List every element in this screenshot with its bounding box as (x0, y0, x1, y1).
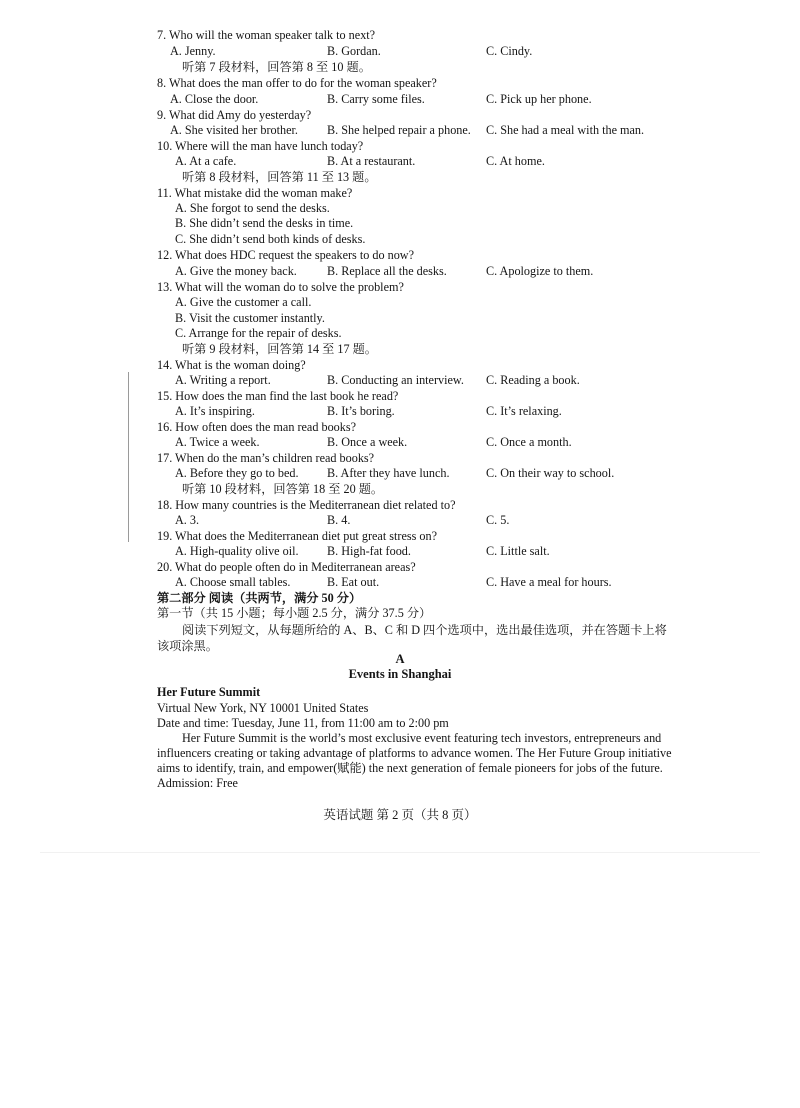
question-18-stem: 18. How many countries is the Mediterranean diet related to? (157, 498, 456, 512)
option-a: A. Close the door. (170, 92, 259, 106)
passage-title: Events in Shanghai (348, 667, 452, 681)
question-18-options (0, 512, 800, 528)
option-a: A. Choose small tables. (175, 575, 291, 589)
question-7-options (0, 43, 800, 59)
option-c: C. Little salt. (486, 544, 550, 558)
question-14-stem: 14. What is the woman doing? (157, 358, 306, 372)
passage-letter: A (395, 652, 405, 666)
option-b: B. 4. (327, 513, 351, 527)
question-19-options (0, 543, 800, 559)
option-a: A. High-quality olive oil. (175, 544, 299, 558)
option-b: B. Gordan. (327, 44, 381, 58)
event-location: Virtual New York, NY 10001 United States (157, 701, 369, 715)
question-14-options (0, 372, 800, 388)
option-a: A. It’s inspiring. (175, 404, 255, 418)
option-a: A. 3. (175, 513, 200, 527)
question-8-stem: 8. What does the man offer to do for the woman speaker? (157, 76, 437, 90)
option-b: B. Carry some files. (327, 92, 425, 106)
page-footer: 英语试题 第 2 页（共 8 页） (323, 808, 477, 822)
question-19-stem: 19. What does the Mediterranean diet put great stress on? (157, 529, 437, 543)
instruction-material-7: 听第 7 段材料，回答第 8 至 10 题。 (182, 60, 371, 74)
option-c: C. On their way to school. (486, 466, 615, 480)
question-20-options (0, 574, 800, 590)
question-13-stem: 13. What will the woman do to solve the problem? (157, 280, 404, 294)
question-7-stem: 7. Who will the woman speaker talk to next? (157, 28, 376, 42)
instruction-material-8: 听第 8 段材料，回答第 11 至 13 题。 (182, 170, 377, 184)
event-body-line-3: aims to identify, train, and empower(赋能) the next generation of female pioneers for jobs of the future. (157, 761, 663, 775)
option-c: C. Apologize to them. (486, 264, 594, 278)
option-a: A. Twice a week. (175, 435, 260, 449)
question-15-options (0, 403, 800, 419)
option-a: A. Writing a report. (175, 373, 271, 387)
option-a: A. Before they go to bed. (175, 466, 299, 480)
event-body-line-1: Her Future Summit is the world’s most exclusive event featuring tech investors, entrepreneurs and (182, 731, 662, 745)
question-15-stem: 15. How does the man find the last book he read? (157, 389, 399, 403)
question-11-option-c: C. She didn’t send both kinds of desks. (175, 232, 366, 246)
option-c: C. At home. (486, 154, 545, 168)
option-b: B. She helped repair a phone. (327, 123, 471, 137)
section1-heading: 第一节（共 15 小题；每小题 2.5 分，满分 37.5 分） (157, 606, 432, 620)
part2-heading: 第二部分 阅读（共两节，满分 50 分） (157, 591, 362, 605)
option-c: C. Once a month. (486, 435, 572, 449)
option-b: B. Once a week. (327, 435, 408, 449)
question-11-option-a: A. She forgot to send the desks. (175, 201, 330, 215)
page-bottom-divider (40, 852, 760, 853)
question-12-options (0, 263, 800, 279)
question-17-stem: 17. When do the man’s children read books? (157, 451, 375, 465)
event-admission: Admission: Free (157, 776, 238, 790)
reading-directions-cont: 该项涂黑。 (157, 639, 218, 653)
event-datetime: Date and time: Tuesday, June 11, from 11:00 am to 2:00 pm (157, 716, 449, 730)
option-b: B. High-fat food. (327, 544, 411, 558)
option-b: B. Replace all the desks. (327, 264, 447, 278)
question-9-stem: 9. What did Amy do yesterday? (157, 108, 312, 122)
question-10-stem: 10. Where will the man have lunch today? (157, 139, 364, 153)
option-c: C. Have a meal for hours. (486, 575, 612, 589)
event-body-line-2: influencers creating or taking advantage of platforms to advance women. The Her Future Group initiative (157, 746, 672, 760)
option-b: B. After they have lunch. (327, 466, 450, 480)
option-c: C. Reading a book. (486, 373, 580, 387)
option-c: C. Cindy. (486, 44, 533, 58)
question-11-option-b: B. She didn’t send the desks in time. (175, 216, 354, 230)
option-c: C. Pick up her phone. (486, 92, 592, 106)
option-b: B. Eat out. (327, 575, 380, 589)
option-a: A. She visited her brother. (170, 123, 298, 137)
option-a: A. Give the money back. (175, 264, 297, 278)
question-16-stem: 16. How often does the man read books? (157, 420, 357, 434)
question-8-options (0, 91, 800, 107)
option-c: C. It’s relaxing. (486, 404, 562, 418)
instruction-material-9: 听第 9 段材料，回答第 14 至 17 题。 (182, 342, 377, 356)
reading-directions: 阅读下列短文，从每题所给的 A、B、C 和 D 四个选项中，选出最佳选项，并在答题卡上将 (182, 623, 667, 637)
option-b: B. At a restaurant. (327, 154, 416, 168)
instruction-material-10: 听第 10 段材料，回答第 18 至 20 题。 (182, 482, 384, 496)
question-9-options (0, 122, 800, 138)
question-13-option-a: A. Give the customer a call. (175, 295, 312, 309)
option-b: B. It’s boring. (327, 404, 395, 418)
option-c: C. She had a meal with the man. (486, 123, 645, 137)
question-17-options (0, 465, 800, 481)
option-a: A. Jenny. (170, 44, 216, 58)
event-name: Her Future Summit (157, 685, 261, 699)
question-13-option-b: B. Visit the customer instantly. (175, 311, 325, 325)
option-a: A. At a cafe. (175, 154, 237, 168)
question-12-stem: 12. What does HDC request the speakers to do now? (157, 248, 415, 262)
option-b: B. Conducting an interview. (327, 373, 464, 387)
question-13-option-c: C. Arrange for the repair of desks. (175, 326, 342, 340)
question-10-options (0, 153, 800, 169)
question-16-options (0, 434, 800, 450)
option-c: C. 5. (486, 513, 510, 527)
question-20-stem: 20. What do people often do in Mediterranean areas? (157, 560, 416, 574)
question-11-stem: 11. What mistake did the woman make? (157, 186, 353, 200)
